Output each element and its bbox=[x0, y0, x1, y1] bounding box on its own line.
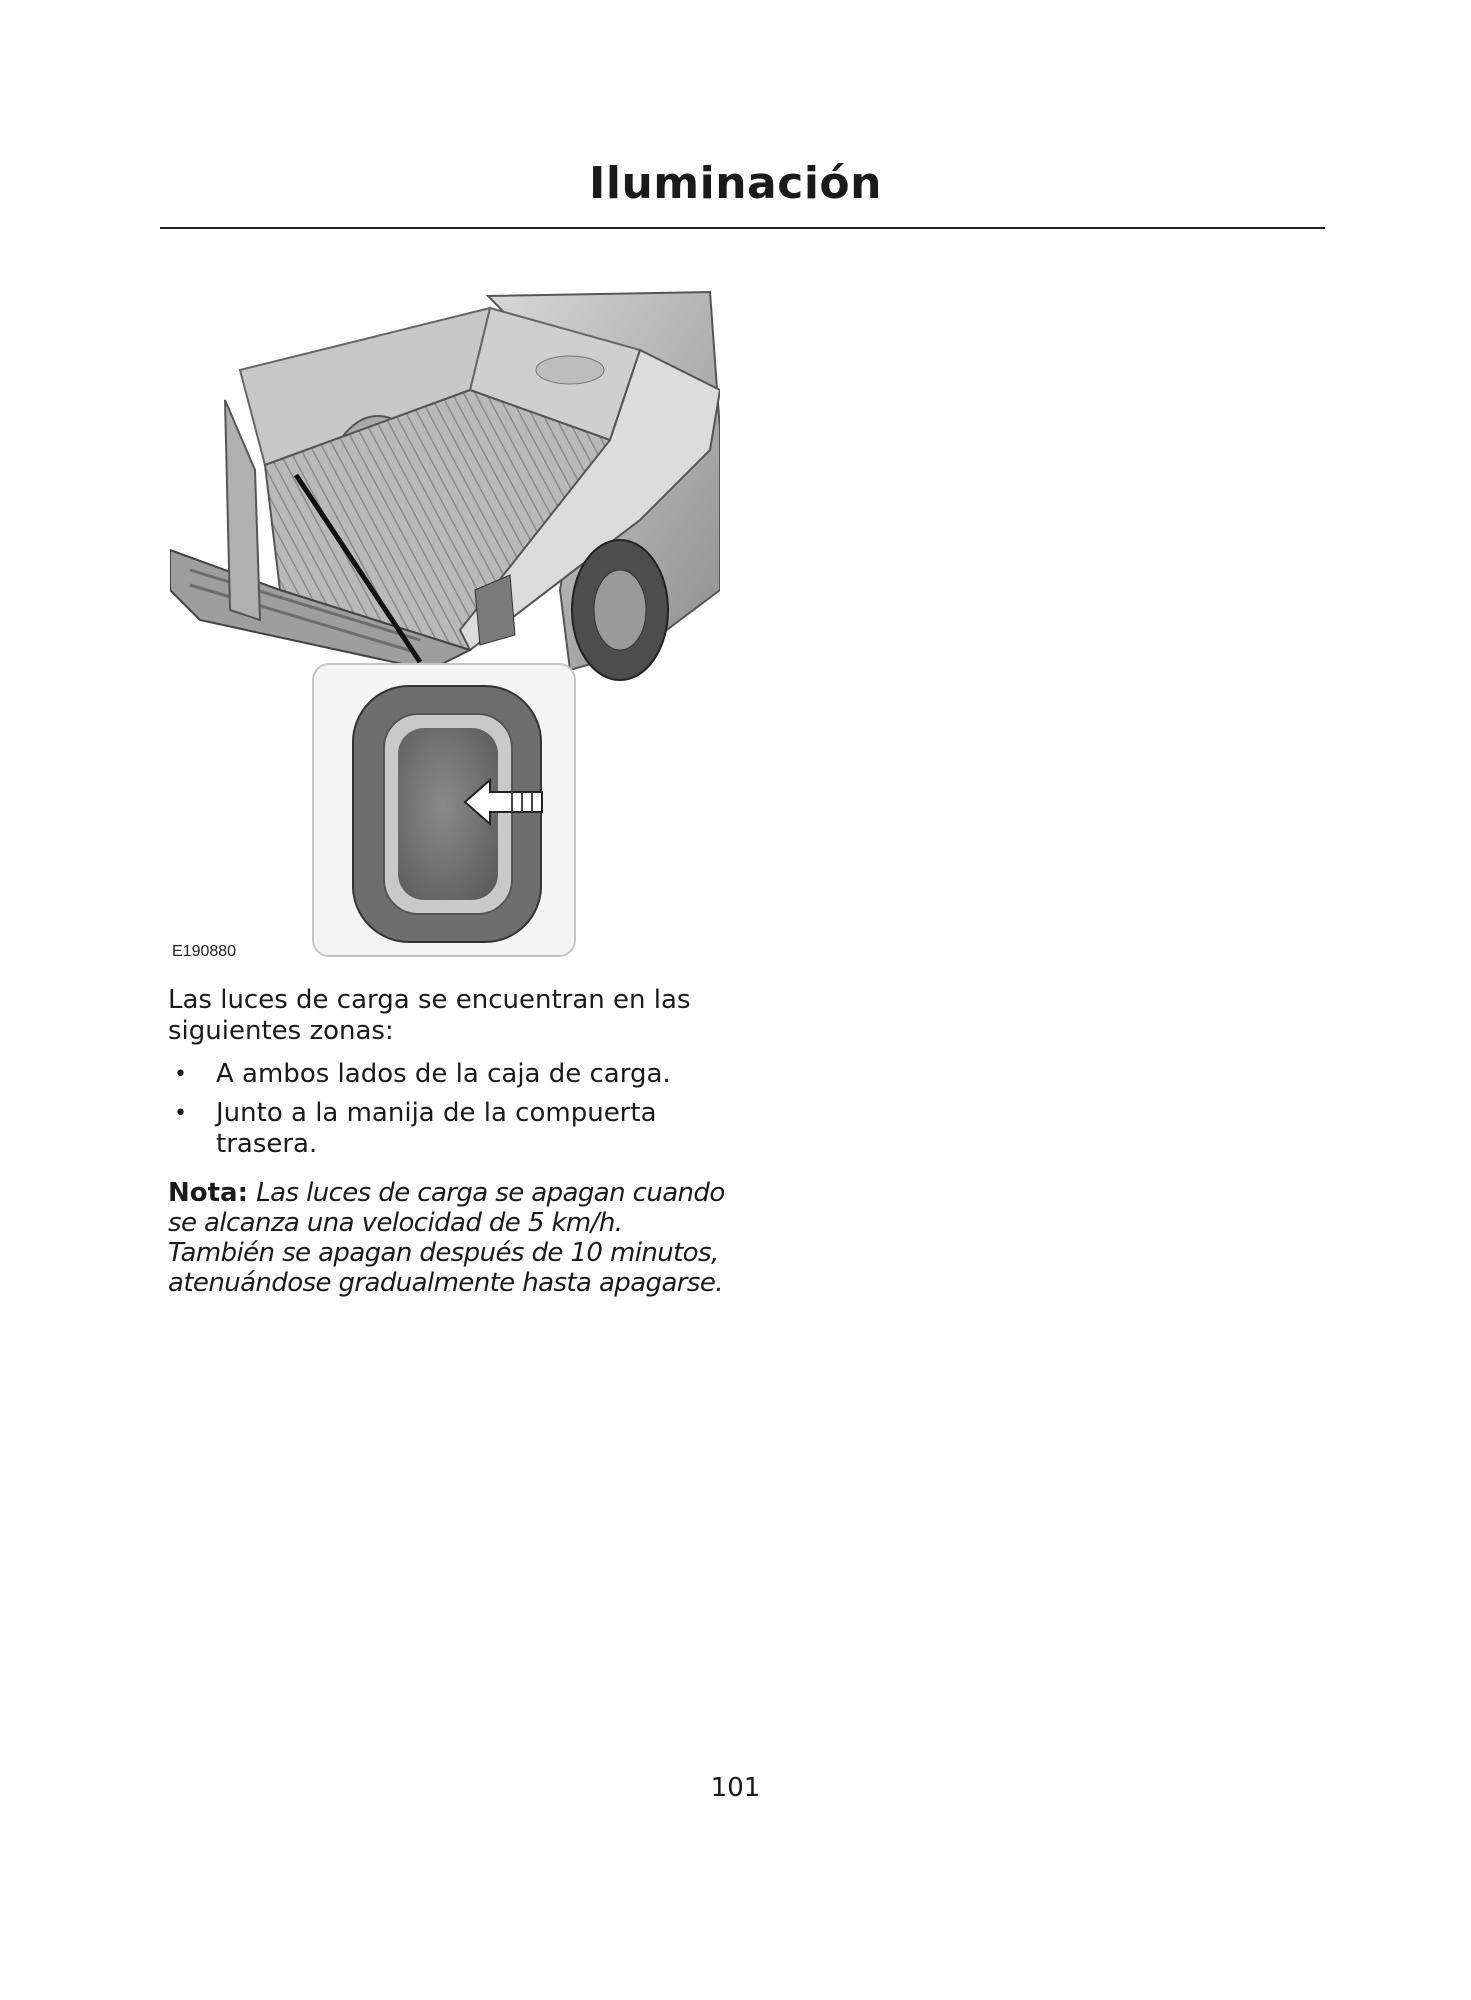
truck-bed-cargo-light-illustration bbox=[170, 290, 720, 970]
header-divider bbox=[160, 227, 1325, 229]
page-title: Iluminación bbox=[589, 158, 882, 209]
list-item-text: Junto a la manija de la compuerta trasera. bbox=[216, 1098, 657, 1159]
note-text: Las luces de carga se apagan cuando se alcanza una velocidad de 5 km/h. También se apagan después de 10 minutos, atenuándose gradualmente hasta apagarse. bbox=[168, 1178, 725, 1298]
list-item bbox=[168, 1059, 728, 1090]
note-paragraph bbox=[168, 1178, 728, 1298]
location-list bbox=[168, 1059, 728, 1160]
bullet-icon: • bbox=[174, 1101, 187, 1126]
intro-paragraph: Las luces de carga se encuentran en las siguientes zonas: bbox=[168, 985, 691, 1046]
bullet-icon: • bbox=[174, 1062, 187, 1087]
body-text bbox=[168, 985, 728, 1298]
page-number: 101 bbox=[710, 1773, 761, 1803]
truck-bed-figure bbox=[170, 290, 720, 970]
list-item-text: A ambos lados de la caja de carga. bbox=[216, 1059, 671, 1089]
figure-code: E190880 bbox=[172, 943, 237, 960]
list-item bbox=[168, 1098, 728, 1160]
note-label: Nota: bbox=[168, 1178, 248, 1208]
